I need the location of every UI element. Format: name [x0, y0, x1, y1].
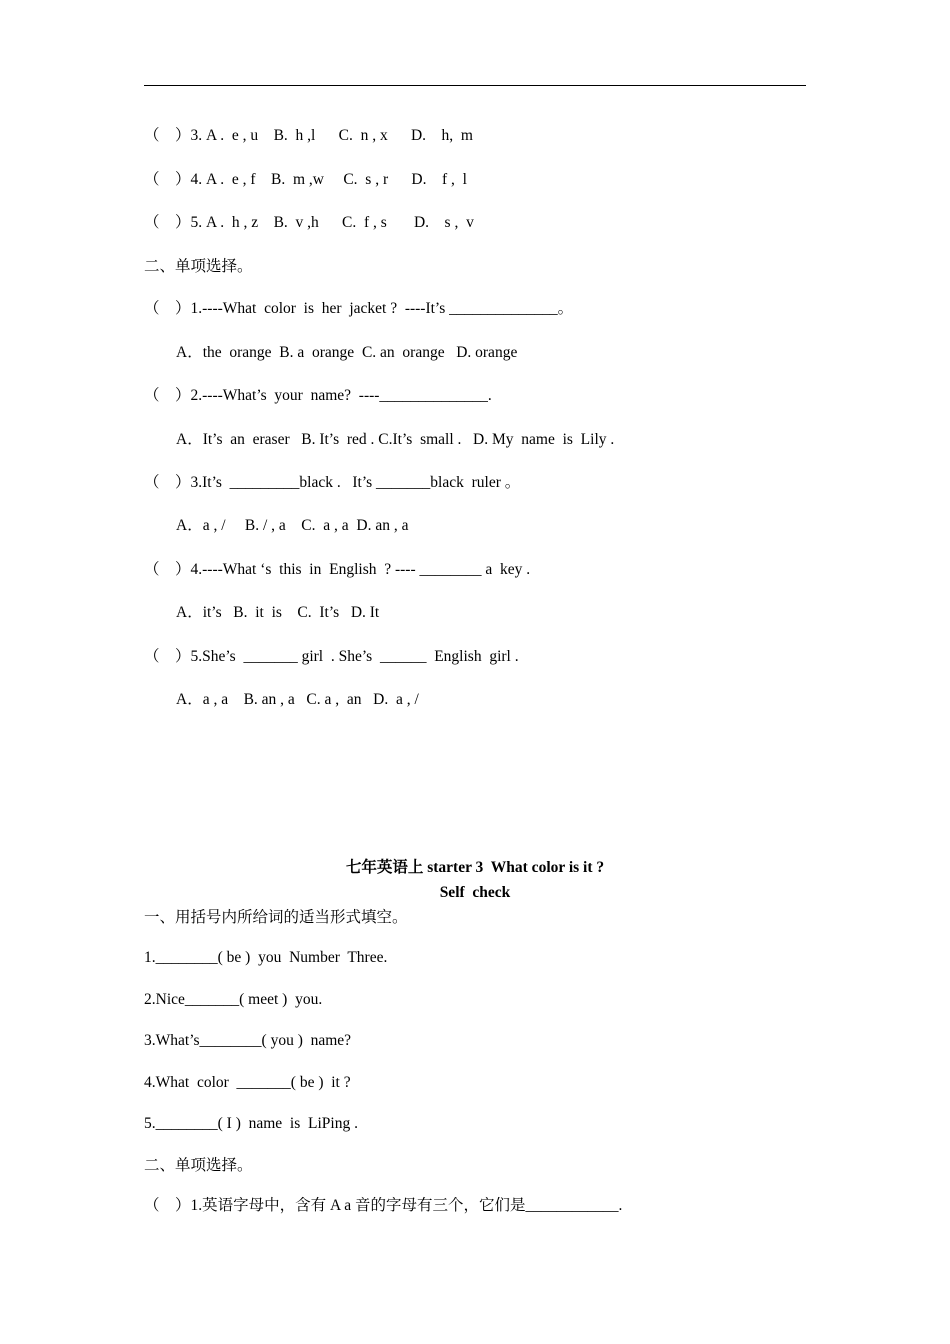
choice-question-2: （ ）2.----What’s your name? ----______________. [144, 387, 492, 404]
worksheet-subtitle: Self check [439, 884, 511, 901]
fill-item-3: 3.What’s________( you ) name? [144, 1032, 352, 1049]
fill-item-4: 4.What color _______( be ) it ? [144, 1074, 351, 1091]
section-heading-single-choice-2: 二、单项选择。 [144, 1157, 253, 1174]
choice-question-1: （ ）1.----What color is her jacket ? ----It’s ______________。 [144, 300, 574, 317]
letter-item-4: （ ）4. A . e , f B. m ,w C. s , r D. f , l [144, 171, 467, 188]
section-heading-fill-in: 一、用括号内所给词的适当形式填空。 [144, 909, 408, 926]
fill-item-2: 2.Nice_______( meet ) you. [144, 991, 323, 1008]
letter-item-5: （ ）5. A . h , z B. v ,h C. f , s D. s , v [144, 214, 474, 231]
choice-options-3: A．a , / B. / , a C. a , a D. an , a [176, 517, 409, 534]
fill-item-1: 1.________( be ) you Number Three. [144, 949, 388, 966]
choice-question-4: （ ）4.----What ‘s this in English ? ---- ________ a key . [144, 561, 531, 578]
choice-question-bottom-1: （ ）1.英语字母中，含有 A a 音的字母有三个，它们是____________. [144, 1197, 623, 1214]
choice-question-5: （ ）5.She’s _______ girl . She’s ______ English girl . [144, 648, 519, 665]
worksheet-title: 七年英语上 starter 3 What color is it ? [345, 859, 605, 876]
choice-options-1: A．the orange B. a orange C. an orange D. orange [176, 344, 518, 361]
choice-question-3: （ ）3.It’s _________black . It’s _______black ruler 。 [144, 474, 521, 491]
letter-item-3: （ ）3. A . e , u B. h ,l C. n , x D. h, m [144, 127, 473, 144]
header-rule [144, 85, 806, 86]
choice-options-4: A．it’s B. it is C. It’s D. It [176, 604, 380, 621]
choice-options-5: A．a , a B. an , a C. a , an D. a , / [176, 691, 419, 708]
section-heading-single-choice: 二、单项选择。 [144, 258, 253, 275]
choice-options-2: A．It’s an eraser B. It’s red . C.It’s small . D. My name is Lily . [176, 431, 615, 448]
fill-item-5: 5.________( I ) name is LiPing . [144, 1115, 358, 1132]
